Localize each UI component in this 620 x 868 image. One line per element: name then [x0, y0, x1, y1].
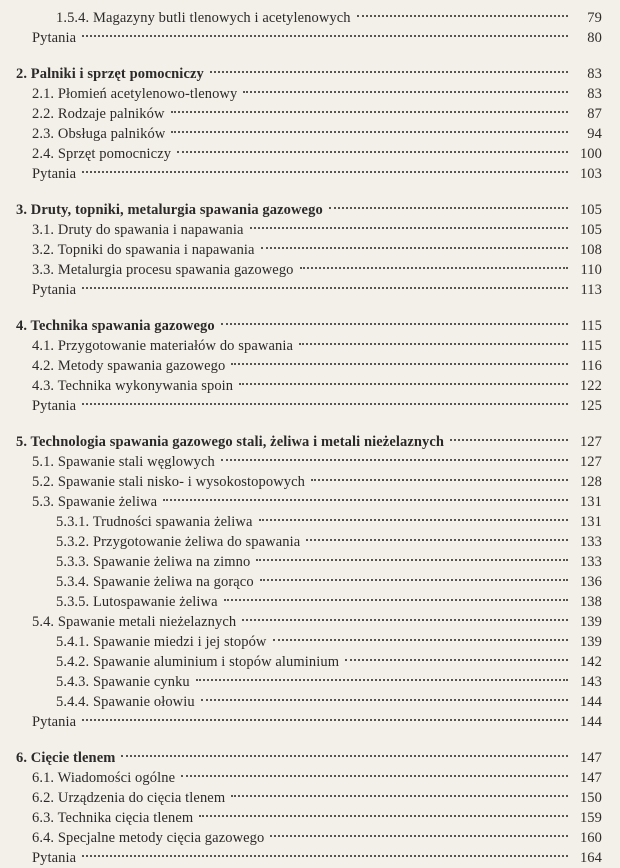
entry-page-number: 139 — [579, 614, 602, 630]
entry-page-number: 144 — [579, 714, 602, 730]
chapter-entry — [16, 432, 602, 452]
entry-title: 5.4.4. Spawanie ołowiu — [56, 694, 195, 710]
toc-entry — [16, 532, 602, 552]
entry-title: 4.1. Przygotowanie materiałów do spawania — [32, 338, 294, 354]
toc-entry — [16, 84, 602, 104]
entry-page-number: 131 — [579, 514, 602, 530]
dot-leader — [82, 35, 568, 37]
entry-title: 2.2. Rodzaje palników — [32, 106, 165, 122]
chapter-title: 2. Palniki i sprzęt pomocniczy — [16, 66, 204, 82]
toc-section-6 — [16, 748, 602, 868]
toc-entry — [16, 376, 602, 396]
dot-leader — [82, 855, 568, 857]
toc-entry — [16, 336, 602, 356]
dot-leader — [201, 699, 568, 701]
entry-page-number: 105 — [579, 202, 602, 218]
toc-entry — [16, 452, 602, 472]
entry-page-number: 105 — [579, 222, 602, 238]
toc-entry — [16, 828, 602, 848]
dot-leader — [221, 459, 568, 461]
entry-title: 6.2. Urządzenia do cięcia tlenem — [32, 790, 226, 806]
entry-title: 5.3.4. Spawanie żeliwa na gorąco — [56, 574, 254, 590]
dot-leader — [250, 227, 568, 229]
entry-page-number: 144 — [579, 694, 602, 710]
entry-page-number: 131 — [579, 494, 602, 510]
dot-leader — [231, 363, 568, 365]
toc-section-4 — [16, 316, 602, 416]
entry-title: Pytania — [32, 166, 77, 182]
entry-title: 6.4. Specjalne metody cięcia gazowego — [32, 830, 265, 846]
entry-page-number: 159 — [579, 810, 602, 826]
entry-page-number: 127 — [579, 454, 602, 470]
entry-page-number: 138 — [579, 594, 602, 610]
entry-page-number: 100 — [579, 146, 602, 162]
entry-title: Pytania — [32, 30, 77, 46]
entry-page-number: 160 — [579, 830, 602, 846]
dot-leader — [181, 775, 568, 777]
toc-entry — [16, 260, 602, 280]
entry-title: 3.3. Metalurgia procesu spawania gazowego — [32, 262, 294, 278]
dot-leader — [300, 267, 568, 269]
entry-page-number: 139 — [579, 634, 602, 650]
dot-leader — [306, 539, 568, 541]
entry-page-number: 150 — [579, 790, 602, 806]
chapter-entry — [16, 748, 602, 768]
dot-leader — [221, 323, 568, 325]
toc-entry — [16, 848, 602, 868]
entry-title: 2.1. Płomień acetylenowo-tlenowy — [32, 86, 238, 102]
dot-leader — [224, 599, 568, 601]
entry-page-number: 127 — [579, 434, 602, 450]
entry-title: 4.3. Technika wykonywania spoin — [32, 378, 234, 394]
toc-entry — [16, 280, 602, 300]
toc-entry — [16, 144, 602, 164]
toc-entry — [16, 808, 602, 828]
entry-title: 5.3.5. Lutospawanie żeliwa — [56, 594, 218, 610]
entry-page-number: 116 — [580, 358, 602, 374]
dot-leader — [260, 579, 568, 581]
toc-entry — [16, 512, 602, 532]
entry-title: 2.4. Sprzęt pomocniczy — [32, 146, 172, 162]
dot-leader — [82, 403, 568, 405]
entry-page-number: 136 — [579, 574, 602, 590]
entry-page-number: 143 — [579, 674, 602, 690]
entry-title: 6.3. Technika cięcia tlenem — [32, 810, 194, 826]
dot-leader — [121, 755, 568, 757]
entry-title: 5.3.1. Trudności spawania żeliwa — [56, 514, 253, 530]
entry-page-number: 113 — [580, 282, 602, 298]
entry-page-number: 164 — [579, 850, 602, 866]
entry-page-number: 115 — [580, 338, 602, 354]
entry-title: 1.5.4. Magazyny butli tlenowych i acetylenowych — [56, 10, 351, 26]
chapter-title: 5. Technologia spawania gazowego stali, żeliwa i metali nieżelaznych — [16, 434, 445, 450]
entry-page-number: 80 — [587, 30, 602, 46]
toc-entry — [16, 492, 602, 512]
toc-entry — [16, 472, 602, 492]
entry-title: 5.2. Spawanie stali nisko- i wysokostopowych — [32, 474, 306, 490]
dot-leader — [242, 619, 568, 621]
entry-page-number: 147 — [579, 750, 602, 766]
dot-leader — [259, 519, 568, 521]
entry-title: 6.1. Wiadomości ogólne — [32, 770, 176, 786]
dot-leader — [177, 151, 568, 153]
entry-page-number: 147 — [579, 770, 602, 786]
toc-entry — [16, 28, 602, 48]
entry-page-number: 115 — [580, 318, 602, 334]
toc-entry — [16, 692, 602, 712]
dot-leader — [199, 815, 568, 817]
entry-title: 5.4.1. Spawanie miedzi i jej stopów — [56, 634, 267, 650]
toc-entry — [16, 104, 602, 124]
entry-page-number: 133 — [579, 534, 602, 550]
dot-leader — [299, 343, 568, 345]
toc-entry — [16, 632, 602, 652]
entry-title: Pytania — [32, 850, 77, 866]
entry-title: 4.2. Metody spawania gazowego — [32, 358, 226, 374]
chapter-entry — [16, 200, 602, 220]
entry-title: 5.3.3. Spawanie żeliwa na zimno — [56, 554, 251, 570]
entry-page-number: 83 — [587, 66, 602, 82]
entry-page-number: 83 — [587, 86, 602, 102]
chapter-entry — [16, 64, 602, 84]
toc-entry — [16, 552, 602, 572]
toc-section-2 — [16, 64, 602, 184]
dot-leader — [82, 719, 568, 721]
entry-title: 3.1. Druty do spawania i napawania — [32, 222, 244, 238]
dot-leader — [171, 111, 568, 113]
entry-page-number: 94 — [587, 126, 602, 142]
dot-leader — [239, 383, 568, 385]
toc-entry — [16, 712, 602, 732]
dot-leader — [82, 171, 568, 173]
entry-title: 5.1. Spawanie stali węglowych — [32, 454, 215, 470]
toc-entry — [16, 240, 602, 260]
dot-leader — [82, 287, 568, 289]
dot-leader — [345, 659, 568, 661]
dot-leader — [243, 91, 568, 93]
dot-leader — [273, 639, 569, 641]
toc-entry — [16, 124, 602, 144]
entry-title: 5.3. Spawanie żeliwa — [32, 494, 158, 510]
dot-leader — [196, 679, 568, 681]
entry-page-number: 87 — [587, 106, 602, 122]
entry-title: 5.4.2. Spawanie aluminium i stopów aluminium — [56, 654, 340, 670]
entry-title: Pytania — [32, 398, 77, 414]
dot-leader — [311, 479, 568, 481]
dot-leader — [231, 795, 568, 797]
entry-page-number: 125 — [579, 398, 602, 414]
chapter-title: 3. Druty, topniki, metalurgia spawania gazowego — [16, 202, 323, 218]
dot-leader — [329, 207, 568, 209]
toc-entry — [16, 768, 602, 788]
toc-entry — [16, 652, 602, 672]
entry-title: 5.4. Spawanie metali nieżelaznych — [32, 614, 237, 630]
dot-leader — [261, 247, 568, 249]
entry-page-number: 108 — [579, 242, 602, 258]
toc-section-3 — [16, 200, 602, 300]
dot-leader — [270, 835, 568, 837]
toc-entry — [16, 356, 602, 376]
toc-entry — [16, 592, 602, 612]
entry-page-number: 122 — [579, 378, 602, 394]
chapter-entry — [16, 316, 602, 336]
toc-entry — [16, 8, 602, 28]
toc-entry — [16, 220, 602, 240]
entry-page-number: 128 — [579, 474, 602, 490]
entry-page-number: 103 — [579, 166, 602, 182]
toc-entry — [16, 788, 602, 808]
entry-title: 5.3.2. Przygotowanie żeliwa do spawania — [56, 534, 301, 550]
toc-entry — [16, 572, 602, 592]
dot-leader — [163, 499, 568, 501]
entry-title: Pytania — [32, 282, 77, 298]
entry-page-number: 133 — [579, 554, 602, 570]
toc-entry — [16, 164, 602, 184]
dot-leader — [450, 439, 568, 441]
dot-leader — [256, 559, 568, 561]
entry-title: 2.3. Obsługa palników — [32, 126, 166, 142]
chapter-title: 4. Technika spawania gazowego — [16, 318, 215, 334]
entry-page-number: 142 — [579, 654, 602, 670]
entry-title: Pytania — [32, 714, 77, 730]
entry-title: 3.2. Topniki do spawania i napawania — [32, 242, 255, 258]
dot-leader — [210, 71, 568, 73]
entry-page-number: 110 — [580, 262, 602, 278]
entry-title: 5.4.3. Spawanie cynku — [56, 674, 190, 690]
chapter-title: 6. Cięcie tlenem — [16, 750, 116, 766]
toc-section-1 — [16, 8, 602, 48]
entry-page-number: 79 — [587, 10, 602, 26]
dot-leader — [357, 15, 568, 17]
table-of-contents — [16, 8, 602, 868]
toc-entry — [16, 612, 602, 632]
toc-section-5 — [16, 432, 602, 732]
dot-leader — [171, 131, 568, 133]
toc-entry — [16, 396, 602, 416]
toc-entry — [16, 672, 602, 692]
